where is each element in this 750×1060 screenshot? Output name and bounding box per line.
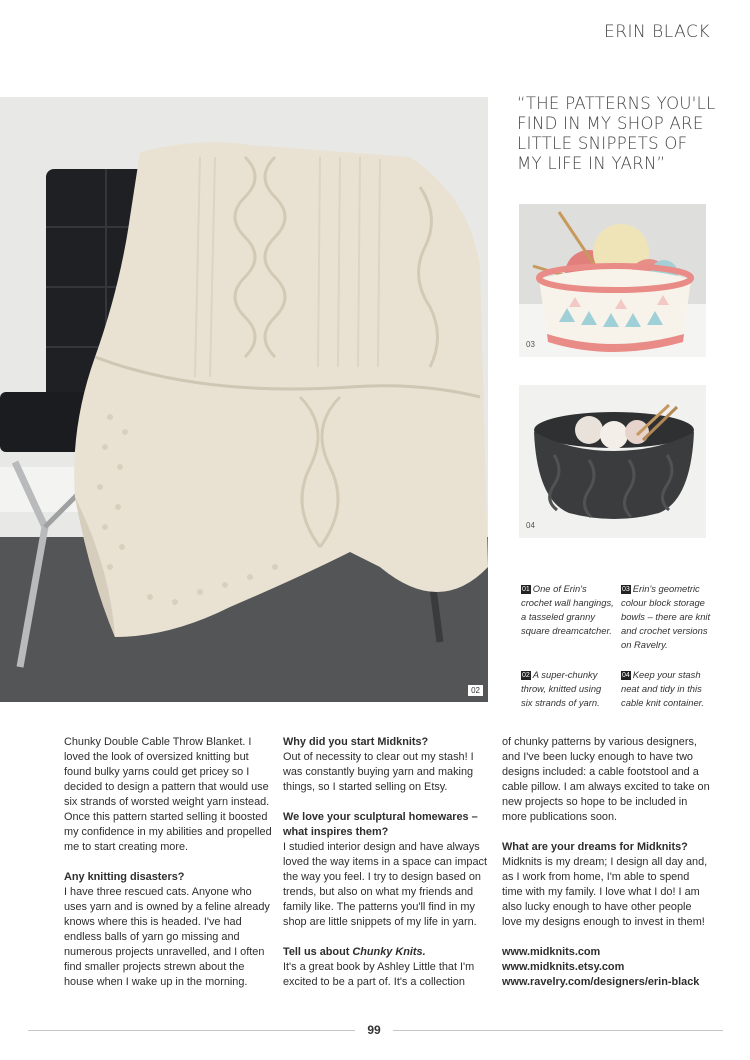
photo-number-02: 02 bbox=[468, 685, 483, 696]
article-paragraph: Chunky Double Cable Throw Blanket. I loved the look of oversized knitting but found bulky yarns could get pricey so I decided to design a pattern that would use six strands of worsted weight yarn instead. Once this pattern started selling it boosted my confidence in my abilities and propelled me to start creating more. bbox=[64, 736, 272, 853]
article-paragraph: of chunky patterns by various designers, and I've been lucky enough to have two designs included: a cable footstool and a cable pillow. I am always excited to take on new projects so hope to be included in more publications soon. bbox=[502, 736, 710, 823]
page-number: 99 bbox=[367, 1023, 381, 1037]
footer-divider-right bbox=[393, 1030, 723, 1031]
interview-question bbox=[283, 945, 493, 960]
article-paragraph: I have three rescued cats. Anyone who uses yarn and is owned by a feline already knows where this is headed. I've had endless balls of yarn go missing and numerous projects unravelled, and I often find smaller projects strewn about the house when I wake up in the morning. bbox=[64, 886, 270, 988]
article-paragraph: I studied interior design and have always loved the way items in a space can impact the way you feel. I try to design based on trends, but also on what my friends and family like. The patterns you'll find in my shop are little snippets of my life in yarn. bbox=[283, 841, 487, 928]
photo-number-03: 03 bbox=[526, 340, 535, 349]
pull-quote: “THE PATTERNS YOU'LL FIND IN MY SHOP ARE LITTLE SNIPPETS OF MY LIFE IN YARN” bbox=[517, 94, 716, 173]
interview-question: What are your dreams for Midknits? bbox=[502, 841, 688, 853]
website-link[interactable]: www.midknits.etsy.com bbox=[502, 961, 625, 973]
photo-number-04: 04 bbox=[526, 521, 535, 530]
footer-divider-left bbox=[28, 1030, 355, 1031]
photo-captions bbox=[521, 582, 711, 710]
article-paragraph: It's a great book by Ashley Little that I'm excited to be a part of. It's a collection bbox=[283, 961, 475, 988]
interview-question: We love your sculptural homewares – what inspires them? bbox=[283, 811, 478, 838]
caption-01 bbox=[521, 582, 614, 652]
caption-number: 02 bbox=[522, 672, 530, 679]
caption-number: 04 bbox=[622, 672, 630, 679]
cable-container-illustration bbox=[519, 385, 706, 538]
caption-text: Keep your stash neat and tidy in this cable knit container. bbox=[621, 669, 705, 708]
interview-question: Why did you start Midknits? bbox=[283, 736, 429, 748]
main-photo-cable-throw bbox=[0, 97, 488, 702]
website-link[interactable]: www.midknits.com bbox=[502, 946, 601, 958]
caption-04 bbox=[621, 668, 714, 710]
article-column-3 bbox=[502, 735, 712, 990]
caption-text: One of Erin's crochet wall hangings, a tasseled granny square dreamcatcher. bbox=[521, 583, 614, 636]
photo-cable-container bbox=[519, 385, 706, 538]
storage-bowl-illustration bbox=[519, 204, 706, 357]
throw-blanket-illustration bbox=[0, 97, 488, 702]
article-paragraph: Out of necessity to clear out my stash! I was constantly buying yarn and making things, so I started selling on Etsy. bbox=[283, 751, 474, 793]
caption-02 bbox=[521, 668, 614, 710]
article-paragraph: Midknits is my dream; I design all day and, as I work from home, I'm able to spend time with my family. I love what I do! I am also lucky enough to have other people love my designs enough to invest in them! bbox=[502, 856, 708, 928]
website-link[interactable]: www.ravelry.com/designers/erin-black bbox=[502, 976, 700, 988]
question-prefix: Tell us about bbox=[283, 946, 353, 958]
caption-03 bbox=[621, 582, 714, 652]
author-name-header: ERIN BLACK bbox=[603, 22, 710, 42]
article-column-2 bbox=[283, 735, 493, 1005]
interview-question: Any knitting disasters? bbox=[64, 871, 185, 883]
book-title: Chunky Knits. bbox=[352, 946, 426, 958]
caption-number: 01 bbox=[522, 586, 530, 593]
article-column-1 bbox=[64, 735, 274, 1005]
photo-storage-bowl bbox=[519, 204, 706, 357]
caption-text: A super-chunky throw, knitted using six strands of yarn. bbox=[521, 669, 602, 708]
caption-number: 03 bbox=[622, 586, 630, 593]
caption-text: Erin's geometric colour block storage bowls – there are knit and crochet versions on Ravelry. bbox=[621, 583, 711, 650]
